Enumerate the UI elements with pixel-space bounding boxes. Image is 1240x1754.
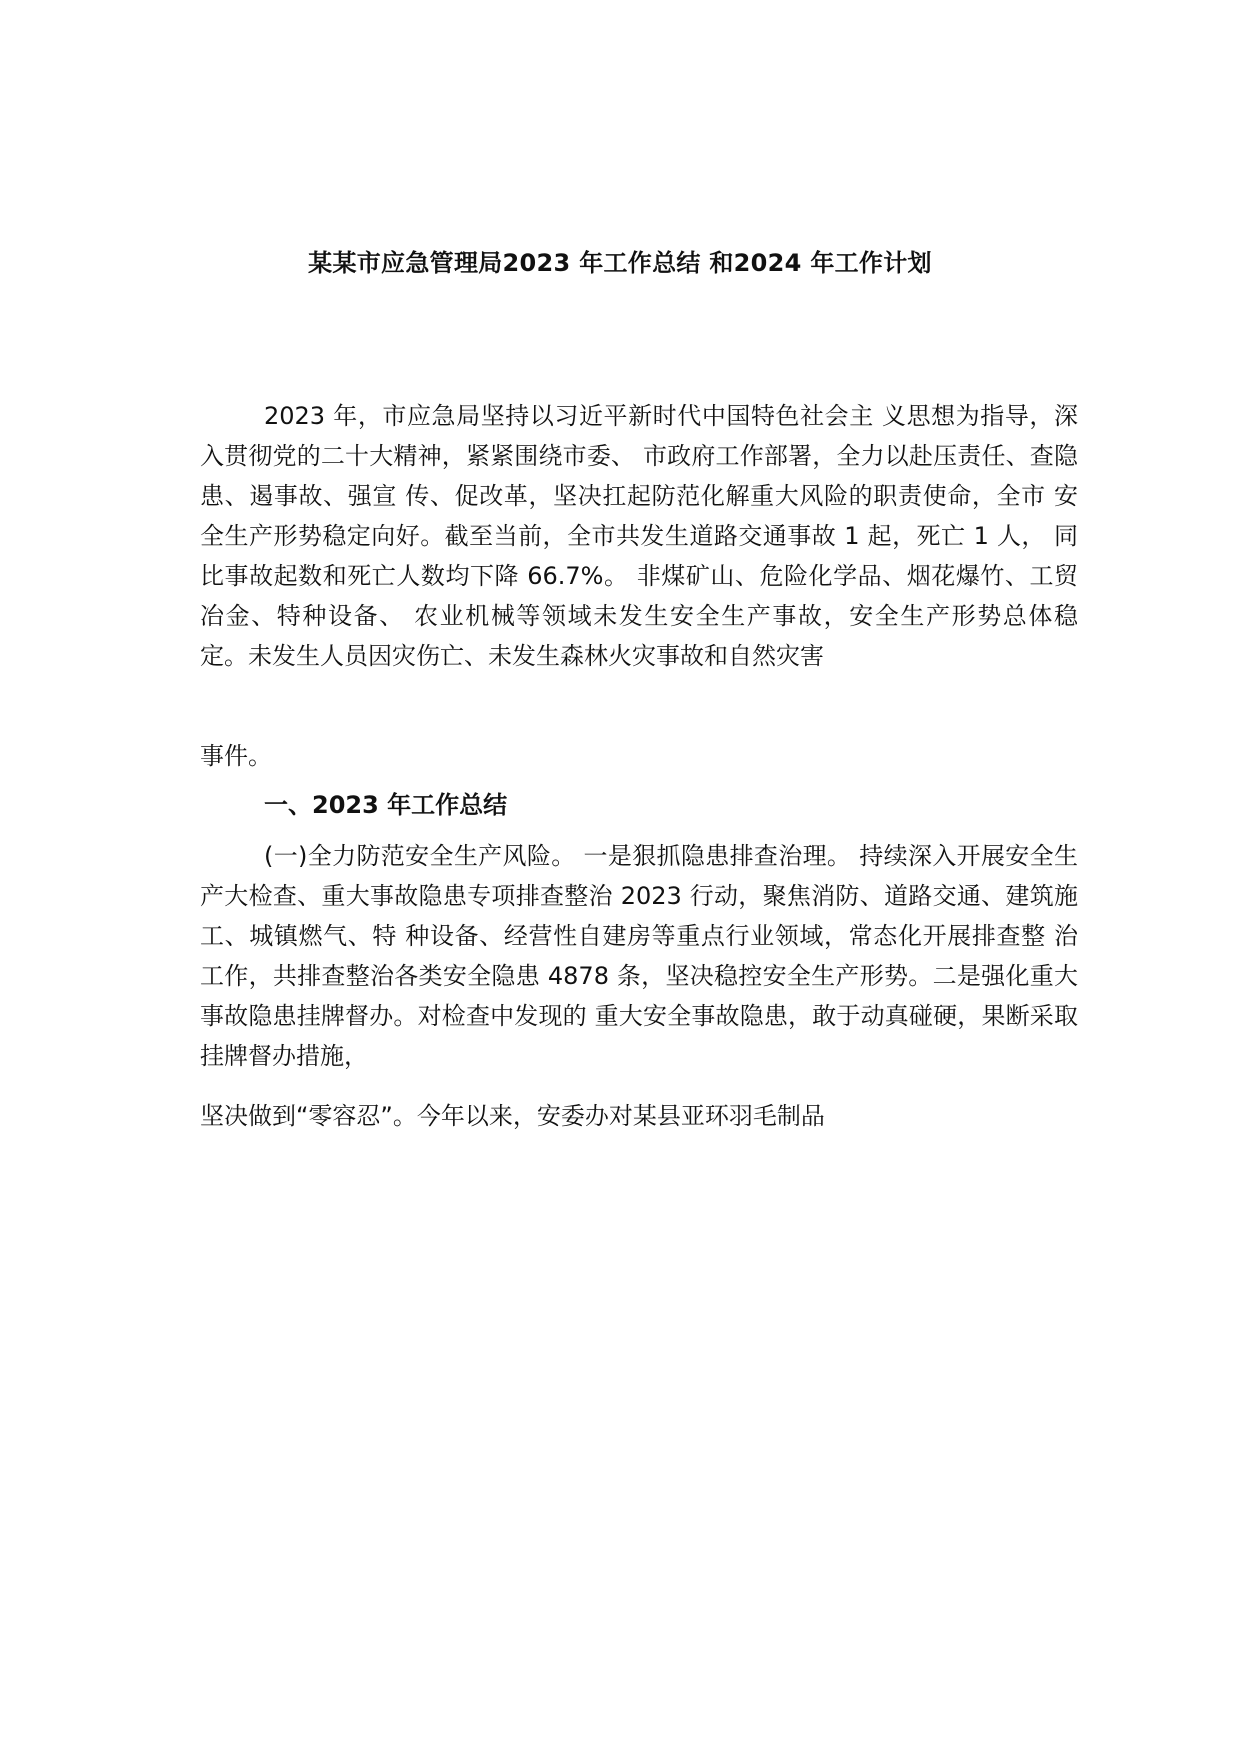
section-heading: 一、2023 年工作总结	[264, 791, 508, 819]
intro-paragraph: 2023 年，市应急局坚持以习近平新时代中国特色社会主 义思想为指导，深入贯彻党的二十大精神，紧紧围绕市委、 市政府工作部署，全力以赴压责任、查隐患、遏事故、强宣 传、促改革，坚决扛起防范化解重大风险的职责使命，全市 安全生产形势稳定向好。截至当前，全市共发生道路交通事故 1 起，死亡 1 人， 同比事故起数和死亡人数均下降 66.7%。 非煤矿山、危险化学品、烟花爆竹、工贸冶金、特种设备、 农业机械等领域未发生安全生产事故，安全生产形势总体稳 定。未发生人员因灾伤亡、未发生森林火灾事故和自然灾害	[200, 402, 1078, 670]
intro-paragraph-tail: 事件。	[200, 742, 272, 770]
section-paragraph: (一)全力防范安全生产风险。 一是狠抓隐患排查治理。 持续深入开展安全生产大检查、重大事故隐患专项排查整治 2023 行动，聚焦消防、道路交通、建筑施工、城镇燃气、特 种设备、经营性自建房等重点行业领域，常态化开展排查整 治工作，共排查整治各类安全隐患 4878 条，坚决稳控安全生产形势。二是强化重大事故隐患挂牌督办。对检查中发现的 重大安全事故隐患，敢于动真碰硬，果断采取挂牌督办措施，	[200, 842, 1078, 1070]
section-paragraph-tail: 坚决做到“零容忍”。今年以来，安委办对某县亚环羽毛制品	[200, 1102, 825, 1130]
document-title: 某某市应急管理局2023 年工作总结 和2024 年工作计划	[308, 249, 932, 277]
